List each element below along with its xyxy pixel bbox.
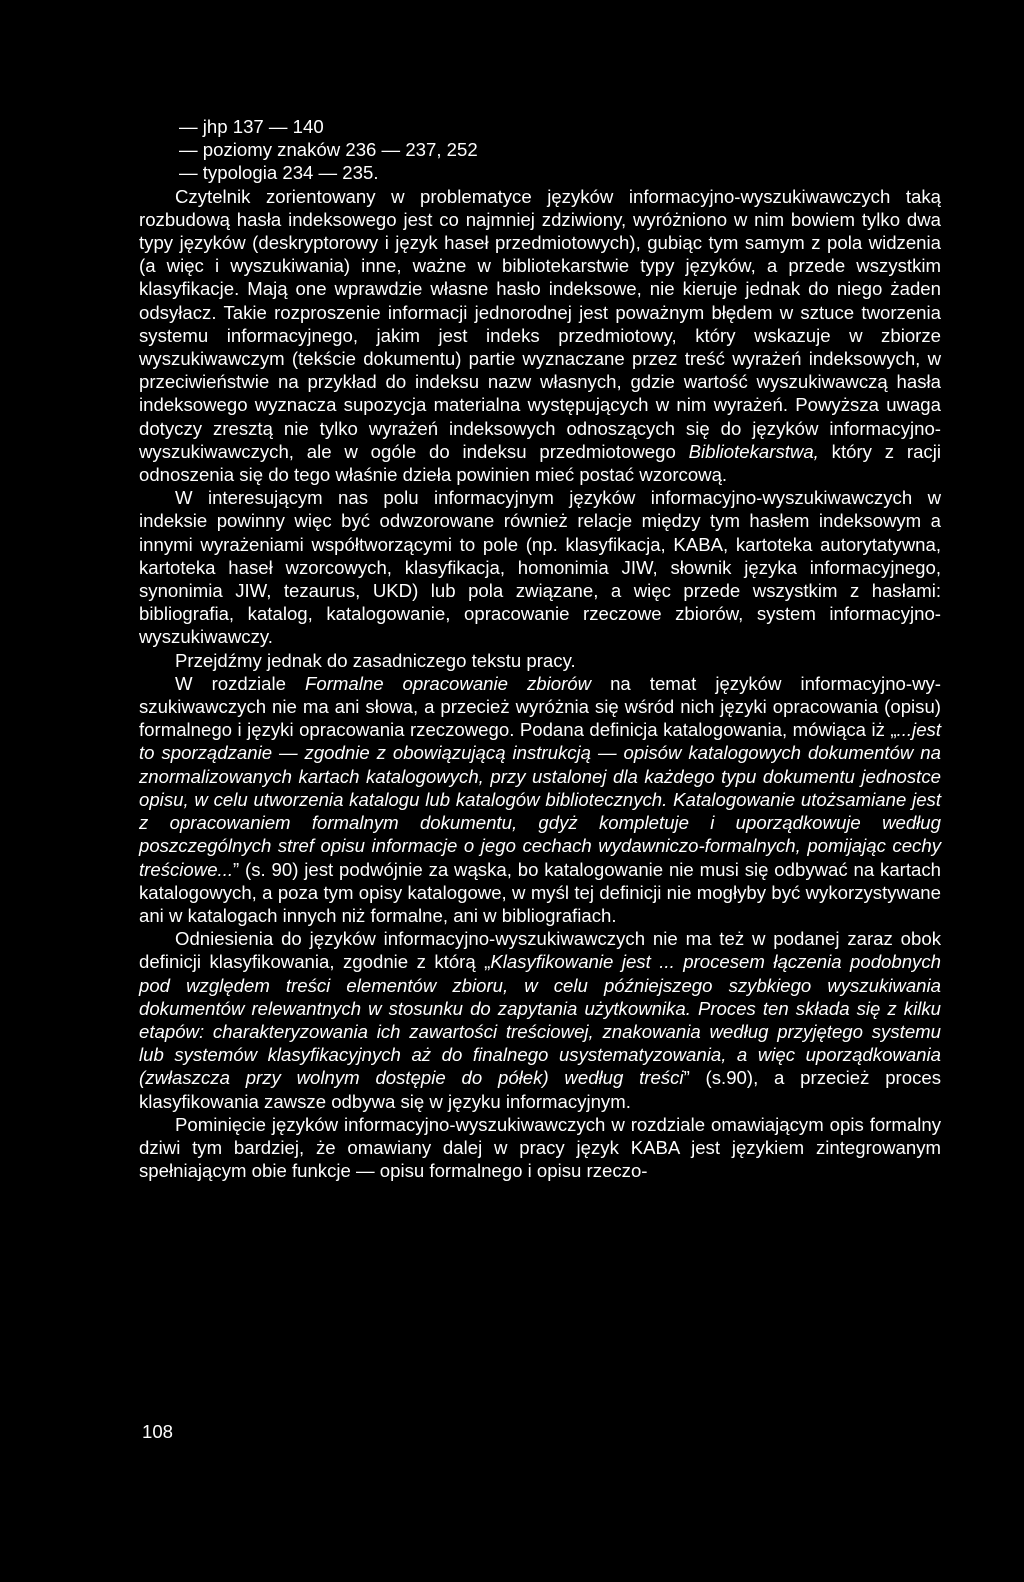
paragraph [139,649,941,672]
text-span: Czytelnik zorientowany w problematyce języków informacyjno-wyszukiwawczych taką rozbudową hasła indeksowego jest co najmniej zdziwiony, wyróżniono w nim bowiem tylko dwa typy języków (deskryptorowy i język haseł przedmiotowych), gubiąc tym samym z pola widzenia (a więc i wyszukiwania) inne, ważne w bibliotekarstwie typy języków, a przede wszystkim klasyfikacje. Mają one wprawdzie własne hasło indeksowe, nie kieruje jednak do niego żaden odsyłacz. Takie rozproszenie informacji jednorodnej jest poważnym błędem w sztuce tworzenia systemu informacyjnego, jakim jest indeks przedmiotowy, który wskazuje w zbiorze wyszukiwawczym (tekście dokumentu) partie wyznaczane przez treść wyrażeń indeksowych, w przeciwieństwie na przykład do indeksu nazw własnych, gdzie wartość wyszukiwawczą hasła indeksowego wyznacza supozycja materialna występujących w nim wyrażeń. Powyższa uwaga dotyczy zresztą nie tylko wyrażeń indeksowych odnoszących się do języków informacyjno-wyszukiwawczych, ale w ogóle do indeksu przedmiotowego [139,185,941,462]
body-paragraphs [139,185,941,1183]
paragraph [139,1113,941,1183]
text-span: Odniesienia do języków informacyjno-wyszukiwawczych nie ma też w podanej zaraz obok definicji klasyfikowania, zgodnie z którą „ [139,928,941,973]
page-number: 108 [142,1421,174,1442]
italic-text: Klasyfikowanie jest ... procesem łączenia podobnych pod względem treści elementów zbioru, w celu późniejszego szybkiego wyszukiwania dokumentów relewantnych w stosunku do zapytania użytkownika. Proces ten składa się z kilku etapów: charakteryzowania ich zawartości treściowej, znakowania według przyjętego systemu lub systemów klasyfikacyjnych aż do finalnego usystematyzowania, a więc uporządkowania (zwłaszcza przy wolnym dostępie do półek) według treści [139,951,941,1089]
text-span: Przejdźmy jednak do zasadniczego tekstu pracy. [175,649,576,671]
text-span: W rozdziale [175,672,305,694]
paragraph [139,486,941,648]
paragraph [139,672,941,927]
italic-text: Bibliotekarstwa, [688,440,819,462]
italic-text: ...jest to sporządzanie — zgodnie z obowiązującą instrukcją — opisów katalogowych dokumentów na znormalizowanych kartach katalogowych, przy ustalonej dla każdego typu dokumentu jednostce opisu, w celu utworzenia katalogu lub katalogów bibliotecznych. Katalogowanie utożsamiane jest z opracowaniem formalnym dokumentu, gdyż kompletuje i uporządkowuje według poszczególnych stref opisu informacje o jego cechach wydawniczo-formalnych, pomijając cechy treściowe... [139,719,941,880]
text-span: ” (s. 90) jest podwójnie za wąska, bo katalogowanie nie musi się odbywać na kartach katalogowych, a poza tym opisy katalogowe, w myśl tej definicji nie mogłyby być wykorzystywane ani w katalogach innych niż formalne, ani w bibliografiach. [139,858,941,926]
text-span: ” (s.90), a przecież proces klasyfikowania zawsze odbywa się w języku informacyjnym. [139,1067,942,1112]
italic-text: Formalne opracowanie zbiorów [305,672,592,694]
text-span: który z racji odnoszenia się do tego właśnie dzieła powinien mieć postać wzorcową. [139,440,941,486]
text-span: na temat języków informacyjno-wyszukiwawczych nie ma ani słowa, a przecież wyróżnia się wśród nich języki opracowania (opisu) formalnego i języki opracowania rzeczowego. Podana definicja katalogowania, mówiąca iż „ [139,672,941,741]
page-text [139,115,941,1182]
index-entry: — poziomy znaków 236 — 237, 252 [179,139,478,161]
text-span: W interesującym nas polu informacyjnym języków informacyjno-wyszukiwawczych w indeksie powinny więc być odwzorowane również relacje między tym hasłem indeksowym a innymi wyrażeniami współtworzącymi to pole (np. klasyfikacja, KABA, kartoteka autorytatywna, kartoteka haseł wzorcowych, klasyfikacja, homonimia JIW, słownik języka informacyjnego, synonimia JIW, tezaurus, UKD) lub pola związane, a więc przede wszystkim z hasłami: bibliografia, katalog, katalogowanie, opracowanie rzeczowe zbiorów, system informacyjno-wyszukiwawczy. [139,487,941,648]
paragraph [139,927,941,1113]
text-span: Pominięcie języków informacyjno-wyszukiwawczych w rozdziale omawiającym opis formalny dziwi tym bardziej, że omawiany dalej w pracy język KABA jest językiem zintegrowanym spełniającym obie funkcje — opisu formalnego i opisu rzeczo- [139,1113,941,1182]
paragraph [139,185,941,487]
index-entry: — jhp 137 — 140 [179,116,324,137]
index-entry: — typologia 234 — 235. [179,162,379,184]
